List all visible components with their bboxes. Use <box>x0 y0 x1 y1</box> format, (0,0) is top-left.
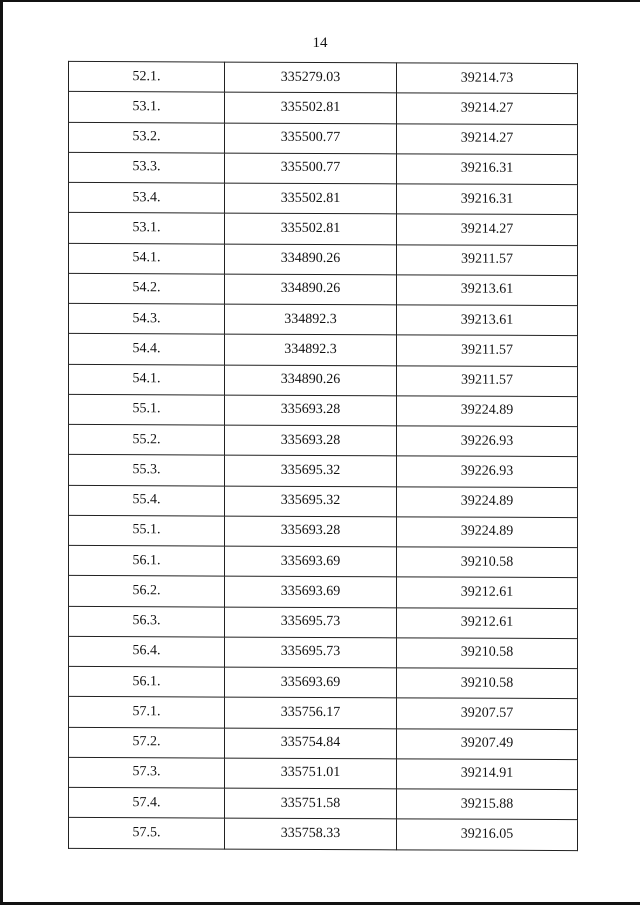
x-coordinate-cell: 335502.81 <box>225 92 397 123</box>
table-row <box>69 182 578 214</box>
point-number-cell: 56.1. <box>69 666 225 697</box>
table-row <box>69 243 578 275</box>
y-coordinate-cell: 39216.31 <box>397 154 578 185</box>
y-coordinate-cell: 39226.93 <box>397 426 578 457</box>
x-coordinate-cell: 335693.28 <box>225 516 397 547</box>
table-row <box>69 787 578 819</box>
table-row <box>69 364 578 396</box>
x-coordinate-cell: 335751.58 <box>225 788 397 819</box>
point-number-cell: 53.2. <box>69 122 225 153</box>
point-number-cell: 54.1. <box>69 243 225 274</box>
point-number-cell: 52.1. <box>69 61 225 92</box>
table-row <box>69 334 578 366</box>
x-coordinate-cell: 335695.32 <box>225 486 397 517</box>
point-number-cell: 53.4. <box>69 182 225 213</box>
y-coordinate-cell: 39224.89 <box>397 396 578 427</box>
point-number-cell: 55.3. <box>69 455 225 486</box>
table-row <box>69 697 578 729</box>
scan-border-top <box>0 0 640 2</box>
y-coordinate-cell: 39224.89 <box>397 517 578 548</box>
point-number-cell: 55.2. <box>69 424 225 455</box>
y-coordinate-cell: 39214.73 <box>397 63 578 94</box>
y-coordinate-cell: 39213.61 <box>397 305 578 336</box>
y-coordinate-cell: 39211.57 <box>397 244 578 275</box>
x-coordinate-cell: 335693.69 <box>225 576 397 607</box>
point-number-cell: 53.1. <box>69 92 225 123</box>
point-number-cell: 56.3. <box>69 606 225 637</box>
table-row <box>69 92 578 124</box>
table-row <box>69 394 578 426</box>
point-number-cell: 55.1. <box>69 515 225 546</box>
x-coordinate-cell: 335693.28 <box>225 425 397 456</box>
coordinates-table-body <box>69 61 578 850</box>
x-coordinate-cell: 335751.01 <box>225 758 397 789</box>
x-coordinate-cell: 334890.26 <box>225 365 397 396</box>
table-row <box>69 515 578 547</box>
y-coordinate-cell: 39211.57 <box>397 335 578 366</box>
point-number-cell: 56.2. <box>69 576 225 607</box>
x-coordinate-cell: 335500.77 <box>225 123 397 154</box>
x-coordinate-cell: 335695.32 <box>225 455 397 486</box>
y-coordinate-cell: 39212.61 <box>397 607 578 638</box>
y-coordinate-cell: 39216.05 <box>397 819 578 850</box>
y-coordinate-cell: 39211.57 <box>397 365 578 396</box>
y-coordinate-cell: 39213.61 <box>397 275 578 306</box>
table-row <box>69 606 578 638</box>
x-coordinate-cell: 334892.3 <box>225 304 397 335</box>
x-coordinate-cell: 335693.28 <box>225 395 397 426</box>
y-coordinate-cell: 39207.57 <box>397 698 578 729</box>
y-coordinate-cell: 39210.58 <box>397 668 578 699</box>
point-number-cell: 54.1. <box>69 364 225 395</box>
y-coordinate-cell: 39226.93 <box>397 456 578 487</box>
table-row <box>69 818 578 850</box>
table-row <box>69 727 578 759</box>
x-coordinate-cell: 335758.33 <box>225 818 397 849</box>
point-number-cell: 57.3. <box>69 757 225 788</box>
x-coordinate-cell: 335756.17 <box>225 697 397 728</box>
scan-border-left <box>0 0 3 905</box>
x-coordinate-cell: 335695.73 <box>225 637 397 668</box>
point-number-cell: 57.4. <box>69 787 225 818</box>
y-coordinate-cell: 39214.27 <box>397 214 578 245</box>
y-coordinate-cell: 39212.61 <box>397 577 578 608</box>
x-coordinate-cell: 335279.03 <box>225 62 397 93</box>
point-number-cell: 54.2. <box>69 273 225 304</box>
y-coordinate-cell: 39214.27 <box>397 123 578 154</box>
y-coordinate-cell: 39210.58 <box>397 638 578 669</box>
table-row <box>69 273 578 305</box>
x-coordinate-cell: 335693.69 <box>225 667 397 698</box>
coordinates-table <box>68 61 578 851</box>
table-row <box>69 424 578 456</box>
x-coordinate-cell: 335502.81 <box>225 213 397 244</box>
table-row <box>69 757 578 789</box>
y-coordinate-cell: 39214.27 <box>397 93 578 124</box>
y-coordinate-cell: 39215.88 <box>397 789 578 820</box>
point-number-cell: 54.4. <box>69 334 225 365</box>
table-row <box>69 122 578 154</box>
y-coordinate-cell: 39224.89 <box>397 486 578 517</box>
x-coordinate-cell: 335500.77 <box>225 153 397 184</box>
x-coordinate-cell: 335693.69 <box>225 546 397 577</box>
table-row <box>69 213 578 245</box>
x-coordinate-cell: 335754.84 <box>225 728 397 759</box>
x-coordinate-cell: 335502.81 <box>225 183 397 214</box>
point-number-cell: 56.4. <box>69 636 225 667</box>
x-coordinate-cell: 334892.3 <box>225 334 397 365</box>
point-number-cell: 53.3. <box>69 152 225 183</box>
table-row <box>69 666 578 698</box>
point-number-cell: 57.2. <box>69 727 225 758</box>
x-coordinate-cell: 334890.26 <box>225 244 397 275</box>
x-coordinate-cell: 334890.26 <box>225 274 397 305</box>
y-coordinate-cell: 39207.49 <box>397 728 578 759</box>
point-number-cell: 57.1. <box>69 697 225 728</box>
point-number-cell: 56.1. <box>69 545 225 576</box>
table-row <box>69 545 578 577</box>
point-number-cell: 54.3. <box>69 303 225 334</box>
y-coordinate-cell: 39216.31 <box>397 184 578 215</box>
point-number-cell: 55.4. <box>69 485 225 516</box>
table-row <box>69 576 578 608</box>
page-number: 14 <box>312 35 328 51</box>
y-coordinate-cell: 39210.58 <box>397 547 578 578</box>
table-row <box>69 61 578 93</box>
table-row <box>69 303 578 335</box>
y-coordinate-cell: 39214.91 <box>397 759 578 790</box>
point-number-cell: 55.1. <box>69 394 225 425</box>
table-row <box>69 455 578 487</box>
table-row <box>69 152 578 184</box>
table-row <box>69 636 578 668</box>
x-coordinate-cell: 335695.73 <box>225 607 397 638</box>
point-number-cell: 53.1. <box>69 213 225 244</box>
table-row <box>69 485 578 517</box>
point-number-cell: 57.5. <box>69 818 225 849</box>
